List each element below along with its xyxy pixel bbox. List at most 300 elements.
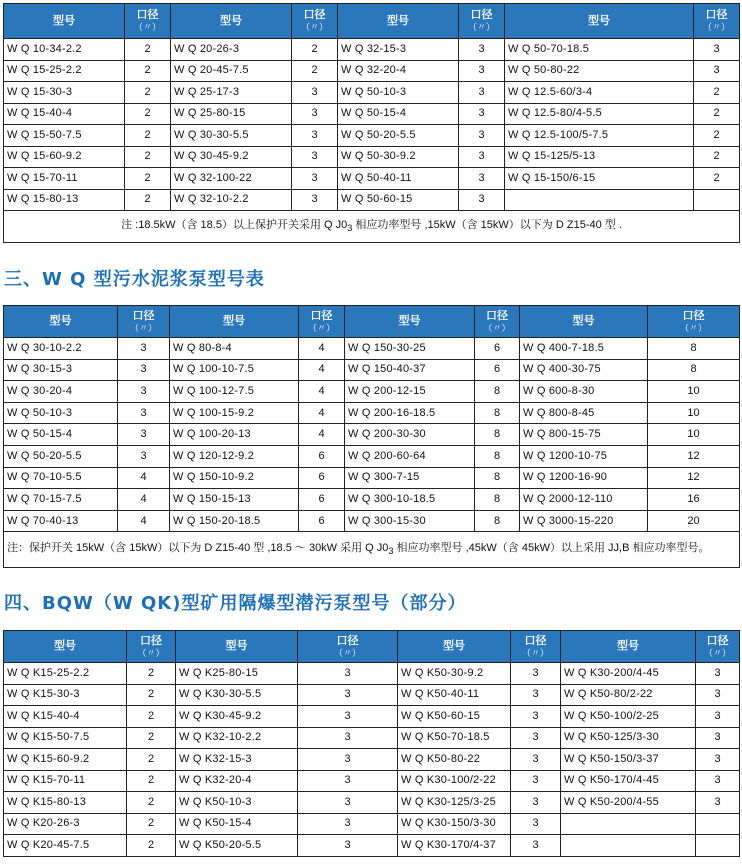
col-header-model: 型号 — [520, 306, 648, 338]
diameter-cell: 12 — [648, 467, 740, 489]
col-header-diameter — [696, 631, 740, 663]
model-cell: W Q 300-15-30 — [345, 510, 475, 532]
note-text: 相应功率型号 ,45kW（含 45kW）以上采用 JJ,B 相应功率型号。 — [393, 542, 710, 555]
diameter-cell: 6 — [299, 489, 345, 511]
note-text: 相应功率型号 ,15kW（含 15kW）以下为 D Z15-40 型 . — [352, 218, 622, 231]
diameter-cell: 3 — [511, 706, 561, 728]
diameter-unit: （〃） — [137, 647, 165, 658]
diameter-cell: 3 — [118, 424, 170, 446]
model-cell: W Q K50-10-3 — [176, 792, 298, 814]
col-header-model: 型号 — [338, 4, 459, 39]
diameter-cell: 16 — [648, 489, 740, 511]
table-row — [4, 146, 740, 168]
col-header-model: 型号 — [4, 306, 118, 338]
model-cell: W Q K20-45-7.5 — [4, 835, 127, 857]
note-subscript: 3 — [347, 223, 353, 234]
diameter-cell: 6 — [299, 510, 345, 532]
diameter-cell: 2 — [127, 770, 176, 792]
table-row — [4, 489, 740, 511]
diameter-unit: （〃） — [133, 22, 161, 32]
col-header-model: 型号 — [170, 306, 299, 338]
model-cell: W Q K50-100/2-25 — [561, 706, 696, 728]
model-cell: W Q K32-20-4 — [176, 770, 298, 792]
diameter-cell: 4 — [299, 338, 345, 360]
diameter-cell: 2 — [127, 684, 176, 706]
table-row — [4, 835, 740, 857]
diameter-cell: 3 — [292, 125, 338, 147]
model-cell: W Q K30-150/3-30 — [398, 813, 511, 835]
diameter-unit: （〃） — [702, 22, 730, 32]
diameter-cell: 12 — [648, 445, 740, 467]
note-text: 注：保护开关 15kW（含 15kW）以下为 D Z15-40 型 ,18.5 ～ 30kW 采用 Q J0 — [7, 542, 389, 555]
model-cell: W Q K30-125/3-25 — [398, 792, 511, 814]
diameter-cell: 6 — [475, 338, 520, 360]
diameter-label: 口径 — [524, 634, 547, 647]
model-cell: W Q 32-100-22 — [171, 168, 292, 190]
diameter-cell: 3 — [292, 82, 338, 104]
table-row — [4, 467, 740, 489]
col-header-model: 型号 — [345, 306, 475, 338]
diameter-cell: 4 — [299, 424, 345, 446]
model-cell: W Q K50-40-11 — [398, 684, 511, 706]
model-cell: W Q K15-70-11 — [4, 770, 127, 792]
diameter-cell: 4 — [118, 467, 170, 489]
diameter-cell — [696, 813, 740, 835]
diameter-cell: 3 — [696, 749, 740, 771]
model-cell: W Q 800-15-75 — [520, 424, 648, 446]
note-subscript: 3 — [388, 546, 394, 557]
model-cell: W Q 2000-12-110 — [520, 489, 648, 511]
diameter-cell: 4 — [299, 359, 345, 381]
col-header-model: 型号 — [505, 4, 694, 39]
diameter-unit: （〃） — [467, 22, 495, 32]
model-cell: W Q 50-10-3 — [4, 402, 118, 424]
diameter-cell: 2 — [125, 103, 171, 125]
model-cell: W Q K32-15-3 — [176, 749, 298, 771]
diameter-cell: 3 — [298, 792, 398, 814]
model-cell: W Q 300-7-15 — [345, 467, 475, 489]
table-row — [4, 103, 740, 125]
model-cell: W Q 32-20-4 — [338, 60, 459, 82]
diameter-label: 口径 — [132, 309, 155, 322]
table-header-row — [4, 4, 740, 39]
diameter-cell: 2 — [125, 168, 171, 190]
model-cell: W Q 12.5-80/4-5.5 — [505, 103, 694, 125]
model-cell: W Q K15-40-4 — [4, 706, 127, 728]
model-cell: W Q 50-15-4 — [4, 424, 118, 446]
diameter-cell: 3 — [694, 60, 740, 82]
model-cell: W Q K50-20-5.5 — [176, 835, 298, 857]
model-cell: W Q K50-125/3-30 — [561, 727, 696, 749]
model-cell: W Q 20-26-3 — [171, 39, 292, 61]
table-row — [4, 706, 740, 728]
diameter-unit: （〃） — [679, 322, 707, 333]
diameter-cell: 8 — [475, 424, 520, 446]
table-row — [4, 168, 740, 190]
diameter-cell: 3 — [511, 813, 561, 835]
col-header-diameter — [475, 306, 520, 338]
note-text: 注 :18.5kW（含 18.5）以上保护开关采用 Q J0 — [121, 218, 348, 231]
diameter-cell: 3 — [511, 727, 561, 749]
diameter-cell: 8 — [475, 510, 520, 532]
table-row — [4, 402, 740, 424]
diameter-cell: 3 — [298, 727, 398, 749]
model-cell: W Q K25-80-15 — [176, 663, 298, 685]
diameter-cell: 6 — [299, 467, 345, 489]
pump-table-1 — [3, 3, 740, 243]
diameter-label: 口径 — [470, 9, 493, 21]
diameter-cell: 6 — [475, 359, 520, 381]
model-cell: W Q 15-25-2.2 — [4, 60, 125, 82]
diameter-cell: 2 — [694, 125, 740, 147]
diameter-cell: 2 — [127, 792, 176, 814]
diameter-cell: 3 — [459, 146, 505, 168]
diameter-unit: （〃） — [307, 322, 335, 333]
diameter-cell: 3 — [511, 749, 561, 771]
section-heading-wq-sewage: 三、W Q 型污水泥浆泵型号表 — [4, 269, 265, 290]
table-body — [4, 663, 740, 857]
diameter-cell: 2 — [125, 146, 171, 168]
diameter-cell: 2 — [125, 39, 171, 61]
table-body — [4, 338, 740, 532]
model-cell: W Q 15-80-13 — [4, 189, 125, 211]
model-cell: W Q 15-30-3 — [4, 82, 125, 104]
table-body — [4, 39, 740, 211]
diameter-label: 口径 — [310, 309, 333, 322]
col-header-model: 型号 — [4, 4, 125, 39]
diameter-cell: 2 — [694, 168, 740, 190]
model-cell: W Q 15-40-4 — [4, 103, 125, 125]
model-cell: W Q K15-50-7.5 — [4, 727, 127, 749]
model-cell: W Q 70-10-5.5 — [4, 467, 118, 489]
diameter-cell: 8 — [475, 489, 520, 511]
table-row — [4, 424, 740, 446]
model-cell: W Q 1200-10-75 — [520, 445, 648, 467]
table-header-row — [4, 631, 740, 663]
diameter-cell: 3 — [696, 663, 740, 685]
diameter-cell: 3 — [118, 445, 170, 467]
model-cell: W Q 50-80-22 — [505, 60, 694, 82]
model-cell: W Q K30-30-5.5 — [176, 684, 298, 706]
diameter-cell: 3 — [118, 338, 170, 360]
diameter-label: 口径 — [303, 9, 326, 21]
diameter-cell: 3 — [298, 813, 398, 835]
diameter-cell: 2 — [127, 727, 176, 749]
model-cell: W Q 32-15-3 — [338, 39, 459, 61]
diameter-cell: 3 — [459, 125, 505, 147]
col-header-diameter — [127, 631, 176, 663]
model-cell: W Q K50-60-15 — [398, 706, 511, 728]
col-header-diameter — [694, 4, 740, 39]
diameter-cell: 3 — [511, 835, 561, 857]
model-cell: W Q K15-30-3 — [4, 684, 127, 706]
diameter-cell: 3 — [298, 663, 398, 685]
diameter-cell: 3 — [298, 749, 398, 771]
col-header-diameter — [511, 631, 561, 663]
diameter-cell: 2 — [127, 706, 176, 728]
diameter-unit: （〃） — [129, 322, 157, 333]
model-cell: W Q K20-26-3 — [4, 813, 127, 835]
diameter-cell: 20 — [648, 510, 740, 532]
model-cell: W Q 150-10-9.2 — [170, 467, 299, 489]
model-cell: W Q K15-60-9.2 — [4, 749, 127, 771]
diameter-cell: 3 — [118, 359, 170, 381]
table-note-row — [4, 211, 740, 243]
model-cell: W Q 400-7-18.5 — [520, 338, 648, 360]
table-row — [4, 338, 740, 360]
diameter-unit: （〃） — [300, 22, 328, 32]
diameter-cell: 8 — [475, 381, 520, 403]
model-cell — [561, 813, 696, 835]
model-cell: W Q 32-10-2.2 — [171, 189, 292, 211]
col-header-diameter — [125, 4, 171, 39]
model-cell: W Q K50-80/2-22 — [561, 684, 696, 706]
table-row — [4, 749, 740, 771]
col-header-model: 型号 — [176, 631, 298, 663]
diameter-cell: 2 — [125, 82, 171, 104]
model-cell: W Q 150-40-37 — [345, 359, 475, 381]
model-cell: W Q K30-170/4-37 — [398, 835, 511, 857]
diameter-cell: 8 — [475, 402, 520, 424]
diameter-cell: 3 — [459, 60, 505, 82]
model-cell: W Q 50-15-4 — [338, 103, 459, 125]
diameter-cell — [696, 835, 740, 857]
diameter-label: 口径 — [486, 309, 508, 322]
model-cell: W Q 400-30-75 — [520, 359, 648, 381]
model-cell: W Q 300-10-18.5 — [345, 489, 475, 511]
diameter-cell: 3 — [511, 663, 561, 685]
model-cell: W Q K50-200/4-55 — [561, 792, 696, 814]
table-note-row — [4, 532, 740, 568]
diameter-cell: 3 — [511, 684, 561, 706]
model-cell: W Q 80-8-4 — [170, 338, 299, 360]
diameter-cell: 2 — [694, 103, 740, 125]
section-heading-bqw: 四、BQW（W QK)型矿用隔爆型潜污泵型号（部分） — [4, 593, 467, 614]
diameter-cell: 3 — [298, 770, 398, 792]
diameter-cell: 3 — [696, 792, 740, 814]
model-cell — [561, 835, 696, 857]
diameter-cell: 2 — [125, 60, 171, 82]
model-cell: W Q 30-20-4 — [4, 381, 118, 403]
diameter-cell: 2 — [292, 39, 338, 61]
model-cell: W Q 50-40-11 — [338, 168, 459, 190]
model-cell: W Q 25-80-15 — [171, 103, 292, 125]
table-row — [4, 792, 740, 814]
diameter-cell: 3 — [298, 684, 398, 706]
model-cell: W Q K30-200/4-45 — [561, 663, 696, 685]
diameter-unit: （〃） — [703, 647, 731, 658]
model-cell: W Q K50-150/3-37 — [561, 749, 696, 771]
table-row — [4, 82, 740, 104]
diameter-cell: 2 — [694, 82, 740, 104]
model-cell: W Q 200-60-64 — [345, 445, 475, 467]
model-cell: W Q 100-20-13 — [170, 424, 299, 446]
pump-table-wq — [3, 305, 740, 568]
model-cell: W Q 150-30-25 — [345, 338, 475, 360]
diameter-cell: 2 — [694, 146, 740, 168]
model-cell: W Q 200-16-18.5 — [345, 402, 475, 424]
model-cell: W Q 15-70-11 — [4, 168, 125, 190]
model-cell: W Q K50-15-4 — [176, 813, 298, 835]
diameter-cell: 2 — [125, 189, 171, 211]
diameter-cell: 3 — [292, 146, 338, 168]
diameter-cell: 8 — [475, 467, 520, 489]
diameter-cell: 3 — [298, 706, 398, 728]
table-row — [4, 359, 740, 381]
model-cell: W Q 30-30-5.5 — [171, 125, 292, 147]
model-cell: W Q 15-150/6-15 — [505, 168, 694, 190]
diameter-cell: 3 — [694, 39, 740, 61]
model-cell: W Q 30-45-9.2 — [171, 146, 292, 168]
diameter-cell: 3 — [292, 189, 338, 211]
model-cell: W Q 150-15-13 — [170, 489, 299, 511]
model-cell: W Q K50-80-22 — [398, 749, 511, 771]
model-cell: W Q 25-17-3 — [171, 82, 292, 104]
diameter-unit: （〃） — [333, 647, 361, 658]
table-note — [4, 532, 740, 568]
diameter-cell: 2 — [292, 60, 338, 82]
diameter-unit: （〃） — [521, 647, 549, 658]
diameter-label: 口径 — [682, 309, 705, 322]
diameter-cell: 3 — [696, 706, 740, 728]
col-header-model: 型号 — [4, 631, 127, 663]
col-header-diameter — [459, 4, 505, 39]
model-cell: W Q 1200-16-90 — [520, 467, 648, 489]
model-cell: W Q 50-10-3 — [338, 82, 459, 104]
table-row — [4, 663, 740, 685]
model-cell: W Q 70-15-7.5 — [4, 489, 118, 511]
diameter-cell: 3 — [459, 103, 505, 125]
model-cell: W Q K30-100/2-22 — [398, 770, 511, 792]
diameter-cell: 3 — [696, 727, 740, 749]
diameter-cell: 3 — [511, 792, 561, 814]
diameter-label: 口径 — [706, 634, 729, 647]
model-cell: W Q 800-8-45 — [520, 402, 648, 424]
model-cell: W Q K15-80-13 — [4, 792, 127, 814]
col-header-model: 型号 — [398, 631, 511, 663]
model-cell: W Q 50-70-18.5 — [505, 39, 694, 61]
model-cell: W Q 100-12-7.5 — [170, 381, 299, 403]
diameter-cell: 3 — [696, 770, 740, 792]
diameter-label: 口径 — [705, 9, 728, 21]
model-cell: W Q 30-10-2.2 — [4, 338, 118, 360]
diameter-unit: （〃） — [483, 322, 511, 333]
diameter-cell: 2 — [127, 663, 176, 685]
col-header-diameter — [648, 306, 740, 338]
diameter-cell: 8 — [648, 338, 740, 360]
diameter-cell: 8 — [648, 359, 740, 381]
col-header-model: 型号 — [561, 631, 696, 663]
model-cell: W Q 30-15-3 — [4, 359, 118, 381]
col-header-model: 型号 — [171, 4, 292, 39]
model-cell: W Q 15-60-9.2 — [4, 146, 125, 168]
model-cell: W Q K50-70-18.5 — [398, 727, 511, 749]
diameter-cell: 10 — [648, 424, 740, 446]
diameter-label: 口径 — [336, 634, 359, 647]
model-cell: W Q 15-50-7.5 — [4, 125, 125, 147]
table-row — [4, 770, 740, 792]
diameter-cell: 10 — [648, 381, 740, 403]
model-cell: W Q 600-8-30 — [520, 381, 648, 403]
diameter-cell: 3 — [696, 684, 740, 706]
table-row — [4, 510, 740, 532]
model-cell: W Q 50-30-9.2 — [338, 146, 459, 168]
diameter-cell: 3 — [511, 770, 561, 792]
diameter-cell: 10 — [648, 402, 740, 424]
diameter-cell: 3 — [292, 168, 338, 190]
diameter-cell: 6 — [299, 445, 345, 467]
model-cell: W Q 50-20-5.5 — [338, 125, 459, 147]
col-header-diameter — [298, 631, 398, 663]
table-row — [4, 445, 740, 467]
model-cell: W Q 70-40-13 — [4, 510, 118, 532]
table-row — [4, 60, 740, 82]
model-cell: W Q 20-45-7.5 — [171, 60, 292, 82]
model-cell: W Q 120-12-9.2 — [170, 445, 299, 467]
diameter-cell: 3 — [459, 168, 505, 190]
model-cell: W Q 200-30-30 — [345, 424, 475, 446]
model-cell: W Q 12.5-60/3-4 — [505, 82, 694, 104]
diameter-cell: 4 — [299, 381, 345, 403]
diameter-cell: 3 — [298, 835, 398, 857]
model-cell: W Q K30-45-9.2 — [176, 706, 298, 728]
model-cell: W Q 100-10-7.5 — [170, 359, 299, 381]
diameter-cell: 2 — [127, 813, 176, 835]
model-cell: W Q 50-60-15 — [338, 189, 459, 211]
model-cell: W Q 200-12-15 — [345, 381, 475, 403]
model-cell: W Q K50-30-9.2 — [398, 663, 511, 685]
model-cell: W Q K50-170/4-45 — [561, 770, 696, 792]
model-cell: W Q 3000-15-220 — [520, 510, 648, 532]
diameter-cell: 3 — [292, 103, 338, 125]
model-cell: W Q 15-125/5-13 — [505, 146, 694, 168]
model-cell: W Q 50-20-5.5 — [4, 445, 118, 467]
table-row — [4, 813, 740, 835]
table-row — [4, 381, 740, 403]
col-header-diameter — [118, 306, 170, 338]
table-row — [4, 684, 740, 706]
model-cell: W Q 10-34-2.2 — [4, 39, 125, 61]
table-note — [4, 211, 740, 243]
model-cell: W Q 12.5-100/5-7.5 — [505, 125, 694, 147]
diameter-label: 口径 — [140, 634, 162, 647]
model-cell — [505, 189, 694, 211]
model-cell: W Q 150-20-18.5 — [170, 510, 299, 532]
diameter-cell: 3 — [118, 402, 170, 424]
table-row — [4, 189, 740, 211]
diameter-cell: 8 — [475, 445, 520, 467]
diameter-cell: 2 — [127, 835, 176, 857]
col-header-diameter — [292, 4, 338, 39]
diameter-cell: 4 — [118, 510, 170, 532]
diameter-cell: 3 — [459, 82, 505, 104]
table-row — [4, 727, 740, 749]
diameter-cell: 4 — [299, 402, 345, 424]
col-header-diameter — [299, 306, 345, 338]
model-cell: W Q K15-25-2.2 — [4, 663, 127, 685]
diameter-cell: 2 — [125, 125, 171, 147]
diameter-label: 口径 — [136, 9, 159, 21]
model-cell: W Q 100-15-9.2 — [170, 402, 299, 424]
pump-table-wqk — [3, 630, 740, 857]
diameter-cell: 3 — [459, 39, 505, 61]
table-row — [4, 39, 740, 61]
diameter-cell: 2 — [127, 749, 176, 771]
table-header-row — [4, 306, 740, 338]
diameter-cell: 3 — [459, 189, 505, 211]
model-cell: W Q K32-10-2.2 — [176, 727, 298, 749]
diameter-cell: 3 — [118, 381, 170, 403]
